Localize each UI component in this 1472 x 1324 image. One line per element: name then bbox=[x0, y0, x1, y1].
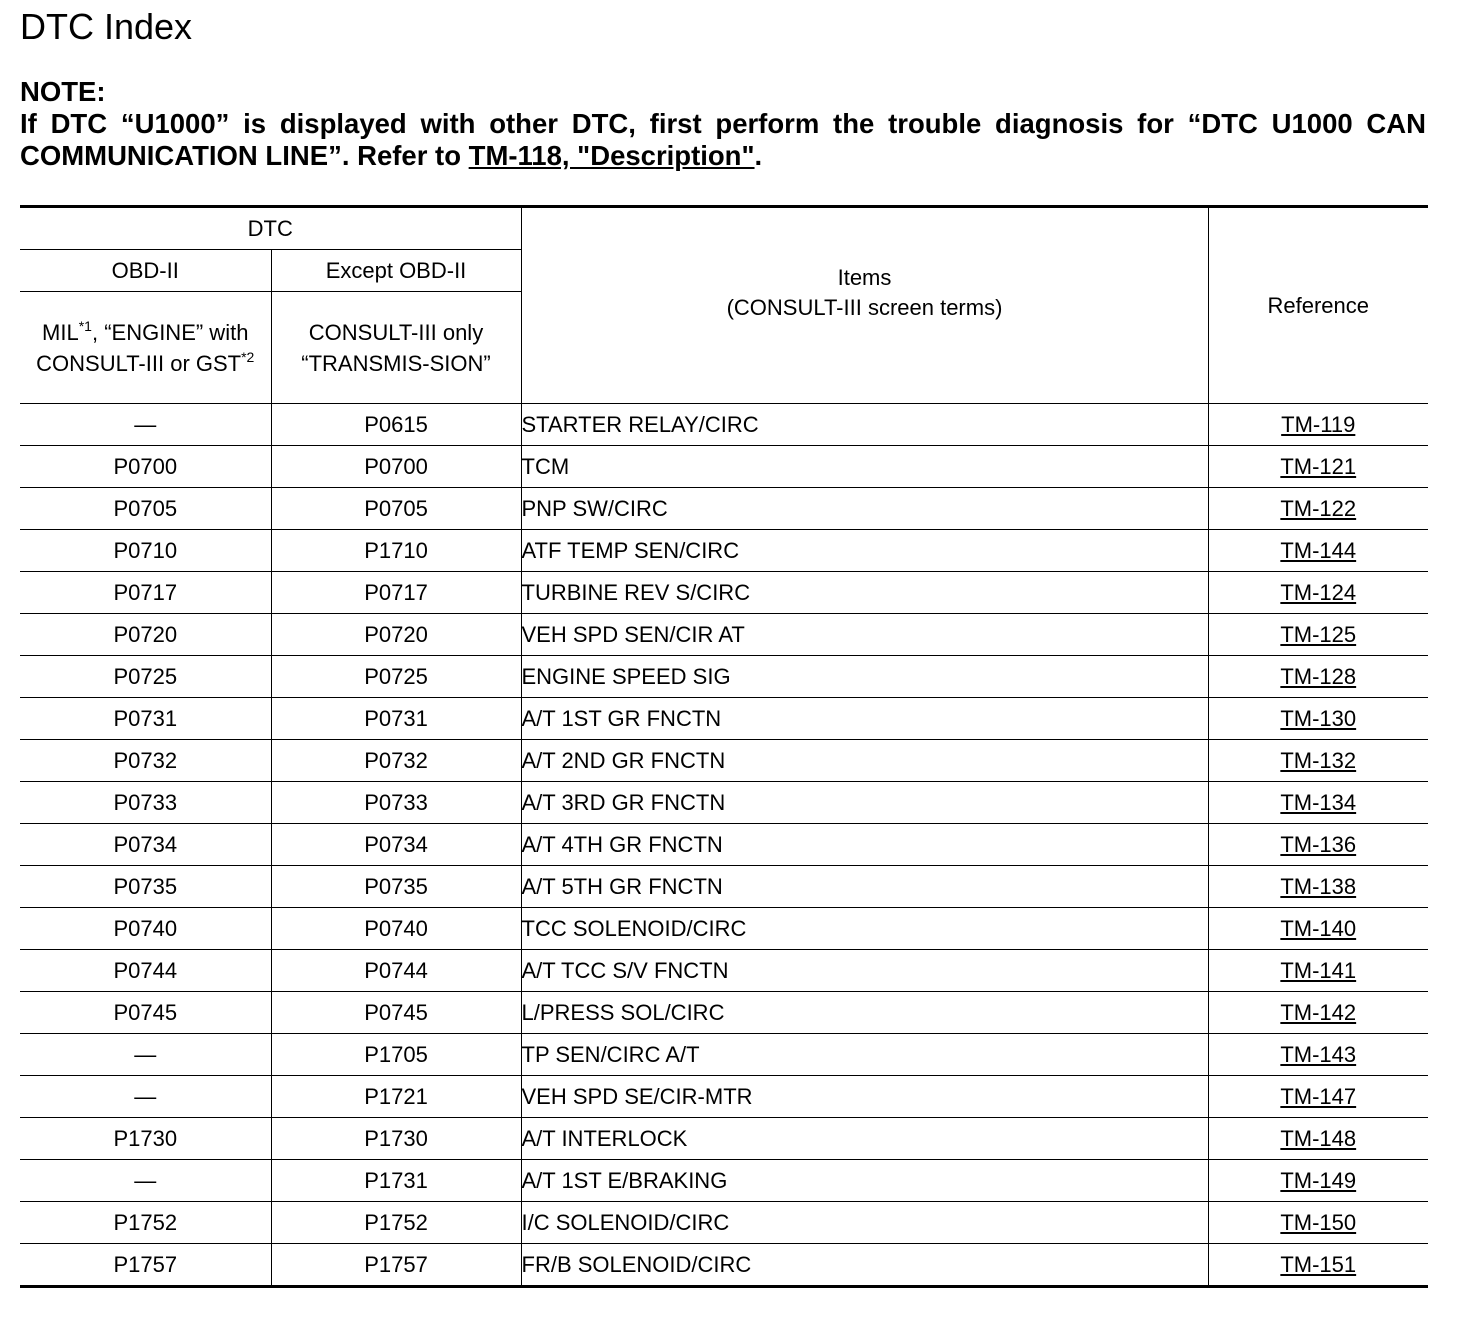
table-row bbox=[20, 404, 1428, 446]
reference-link[interactable]: TM-142 bbox=[1280, 999, 1357, 1025]
obd-code-cell: P0731 bbox=[20, 698, 271, 740]
reference-link[interactable]: TM-147 bbox=[1280, 1083, 1357, 1109]
reference-link[interactable]: TM-149 bbox=[1280, 1167, 1357, 1193]
items-header bbox=[521, 207, 1208, 404]
except-obd-code-cell: P1731 bbox=[271, 1160, 521, 1202]
item-cell: PNP SW/CIRC bbox=[521, 488, 1208, 530]
reference-header: Reference bbox=[1208, 207, 1428, 404]
reference-link[interactable]: TM-134 bbox=[1280, 789, 1357, 815]
table-row bbox=[20, 1118, 1428, 1160]
item-cell: VEH SPD SEN/CIR AT bbox=[521, 614, 1208, 656]
item-cell: ENGINE SPEED SIG bbox=[521, 656, 1208, 698]
description-link[interactable]: TM-118, "Description" bbox=[468, 140, 755, 171]
table-row bbox=[20, 614, 1428, 656]
dtc-table-body bbox=[20, 404, 1428, 1287]
table-row bbox=[20, 1244, 1428, 1287]
reference-link[interactable]: TM-119 bbox=[1281, 411, 1356, 437]
reference-link[interactable]: TM-128 bbox=[1280, 663, 1357, 689]
obd-code-cell: P1757 bbox=[20, 1244, 271, 1287]
item-cell: A/T 2ND GR FNCTN bbox=[521, 740, 1208, 782]
note-text-end: . bbox=[754, 140, 763, 171]
except-obd-header: Except OBD-II bbox=[271, 250, 521, 292]
except-obd-code-cell: P1721 bbox=[271, 1076, 521, 1118]
reference-link[interactable]: TM-122 bbox=[1280, 495, 1357, 521]
reference-cell bbox=[1208, 572, 1428, 614]
reference-link[interactable]: TM-141 bbox=[1280, 957, 1357, 983]
obd-header: OBD-II bbox=[20, 250, 271, 292]
obd-code-cell: P0740 bbox=[20, 908, 271, 950]
reference-cell bbox=[1208, 782, 1428, 824]
reference-link[interactable]: TM-151 bbox=[1280, 1251, 1357, 1277]
reference-cell bbox=[1208, 866, 1428, 908]
obd-code-cell: P0710 bbox=[20, 530, 271, 572]
item-cell: A/T 1ST GR FNCTN bbox=[521, 698, 1208, 740]
item-cell: VEH SPD SE/CIR-MTR bbox=[521, 1076, 1208, 1118]
except-obd-code-cell: P0725 bbox=[271, 656, 521, 698]
item-cell: TCC SOLENOID/CIRC bbox=[521, 908, 1208, 950]
mil-text-cont: , “ENGINE” with CONSULT-III or GST bbox=[36, 319, 249, 376]
item-cell: STARTER RELAY/CIRC bbox=[521, 404, 1208, 446]
reference-cell bbox=[1208, 488, 1428, 530]
page-title: DTC Index bbox=[20, 6, 193, 47]
except-obd-code-cell: P0717 bbox=[271, 572, 521, 614]
reference-link[interactable]: TM-150 bbox=[1280, 1209, 1357, 1235]
except-obd-code-cell: P0740 bbox=[271, 908, 521, 950]
obd-code-cell: — bbox=[20, 404, 271, 446]
item-cell: A/T TCC S/V FNCTN bbox=[521, 950, 1208, 992]
reference-link[interactable]: TM-121 bbox=[1280, 453, 1357, 479]
table-row bbox=[20, 782, 1428, 824]
except-obd-code-cell: P0735 bbox=[271, 866, 521, 908]
except-obd-code-cell: P0720 bbox=[271, 614, 521, 656]
except-obd-code-cell: P0700 bbox=[271, 446, 521, 488]
table-row bbox=[20, 992, 1428, 1034]
obd-code-cell: P1752 bbox=[20, 1202, 271, 1244]
reference-link[interactable]: TM-144 bbox=[1280, 537, 1357, 563]
table-row bbox=[20, 824, 1428, 866]
except-obd-code-cell: P0731 bbox=[271, 698, 521, 740]
dtc-header: DTC bbox=[20, 207, 521, 250]
except-obd-code-cell: P1730 bbox=[271, 1118, 521, 1160]
reference-link[interactable]: TM-143 bbox=[1280, 1041, 1357, 1067]
item-cell: I/C SOLENOID/CIRC bbox=[521, 1202, 1208, 1244]
reference-cell bbox=[1208, 1160, 1428, 1202]
except-obd-code-cell: P0745 bbox=[271, 992, 521, 1034]
obd-code-cell: P0733 bbox=[20, 782, 271, 824]
reference-link[interactable]: TM-125 bbox=[1280, 621, 1357, 647]
obd-code-cell: P0745 bbox=[20, 992, 271, 1034]
item-cell: TP SEN/CIRC A/T bbox=[521, 1034, 1208, 1076]
except-obd-code-cell: P1710 bbox=[271, 530, 521, 572]
reference-link[interactable]: TM-124 bbox=[1280, 579, 1357, 605]
obd-code-cell: P0700 bbox=[20, 446, 271, 488]
except-obd-code-cell: P1705 bbox=[271, 1034, 521, 1076]
note-label: NOTE: bbox=[20, 76, 106, 107]
item-cell: ATF TEMP SEN/CIRC bbox=[521, 530, 1208, 572]
except-obd-code-cell: P0744 bbox=[271, 950, 521, 992]
table-row bbox=[20, 530, 1428, 572]
reference-cell bbox=[1208, 908, 1428, 950]
except-obd-code-cell: P0732 bbox=[271, 740, 521, 782]
reference-link[interactable]: TM-140 bbox=[1280, 915, 1357, 941]
reference-cell bbox=[1208, 950, 1428, 992]
table-row bbox=[20, 572, 1428, 614]
reference-cell bbox=[1208, 1034, 1428, 1076]
obd-code-cell: — bbox=[20, 1160, 271, 1202]
note-block bbox=[20, 76, 1426, 172]
obd-code-cell: P1730 bbox=[20, 1118, 271, 1160]
table-row bbox=[20, 950, 1428, 992]
table-row bbox=[20, 908, 1428, 950]
consult-text: CONSULT-III only “TRANSMIS-SION” bbox=[301, 319, 491, 376]
reference-cell bbox=[1208, 530, 1428, 572]
reference-cell bbox=[1208, 1202, 1428, 1244]
footnote-1-marker: *1 bbox=[78, 317, 92, 334]
obd-code-cell: — bbox=[20, 1076, 271, 1118]
table-row bbox=[20, 1160, 1428, 1202]
table-row bbox=[20, 1202, 1428, 1244]
table-row bbox=[20, 866, 1428, 908]
mil-header bbox=[20, 292, 271, 404]
obd-code-cell: P0720 bbox=[20, 614, 271, 656]
item-cell: A/T 3RD GR FNCTN bbox=[521, 782, 1208, 824]
obd-code-cell: P0734 bbox=[20, 824, 271, 866]
obd-code-cell: P0705 bbox=[20, 488, 271, 530]
except-obd-code-cell: P0705 bbox=[271, 488, 521, 530]
table-row bbox=[20, 446, 1428, 488]
reference-link[interactable]: TM-148 bbox=[1280, 1125, 1357, 1151]
except-obd-code-cell: P0733 bbox=[271, 782, 521, 824]
item-cell: A/T 1ST E/BRAKING bbox=[521, 1160, 1208, 1202]
item-cell: TURBINE REV S/CIRC bbox=[521, 572, 1208, 614]
footnote-2-marker: *2 bbox=[241, 348, 255, 365]
reference-cell bbox=[1208, 656, 1428, 698]
item-cell: L/PRESS SOL/CIRC bbox=[521, 992, 1208, 1034]
table-row bbox=[20, 740, 1428, 782]
reference-link[interactable]: TM-132 bbox=[1280, 747, 1357, 773]
reference-cell bbox=[1208, 1076, 1428, 1118]
items-header-subtitle: (CONSULT-III screen terms) bbox=[726, 294, 1003, 320]
reference-link[interactable]: TM-138 bbox=[1280, 873, 1357, 899]
table-row bbox=[20, 1034, 1428, 1076]
reference-cell bbox=[1208, 404, 1428, 446]
item-cell: TCM bbox=[521, 446, 1208, 488]
table-row bbox=[20, 1076, 1428, 1118]
obd-code-cell: P0744 bbox=[20, 950, 271, 992]
reference-cell bbox=[1208, 992, 1428, 1034]
except-obd-code-cell: P1757 bbox=[271, 1244, 521, 1287]
except-obd-code-cell: P0734 bbox=[271, 824, 521, 866]
reference-cell bbox=[1208, 698, 1428, 740]
mil-text: MIL bbox=[42, 319, 79, 345]
table-row bbox=[20, 488, 1428, 530]
note-text: If DTC “U1000” is displayed with other DTC, first perform the trouble diagnosis for “DTC U1000 CAN COMMUNICATION LINE”. Refer to bbox=[20, 108, 1426, 171]
items-header-title: Items bbox=[837, 264, 892, 290]
dtc-index-table bbox=[20, 205, 1428, 1288]
reference-cell bbox=[1208, 740, 1428, 782]
item-cell: A/T 5TH GR FNCTN bbox=[521, 866, 1208, 908]
table-row bbox=[20, 698, 1428, 740]
obd-code-cell: P0735 bbox=[20, 866, 271, 908]
reference-cell bbox=[1208, 446, 1428, 488]
except-obd-code-cell: P0615 bbox=[271, 404, 521, 446]
reference-cell bbox=[1208, 824, 1428, 866]
item-cell: A/T 4TH GR FNCTN bbox=[521, 824, 1208, 866]
item-cell: A/T INTERLOCK bbox=[521, 1118, 1208, 1160]
obd-code-cell: P0725 bbox=[20, 656, 271, 698]
except-obd-code-cell: P1752 bbox=[271, 1202, 521, 1244]
reference-cell bbox=[1208, 1244, 1428, 1287]
reference-link[interactable]: TM-136 bbox=[1280, 831, 1357, 857]
reference-cell bbox=[1208, 1118, 1428, 1160]
obd-code-cell: — bbox=[20, 1034, 271, 1076]
obd-code-cell: P0717 bbox=[20, 572, 271, 614]
item-cell: FR/B SOLENOID/CIRC bbox=[521, 1244, 1208, 1287]
reference-link[interactable]: TM-130 bbox=[1280, 705, 1357, 731]
reference-cell bbox=[1208, 614, 1428, 656]
note-body bbox=[20, 108, 1426, 172]
consult-header bbox=[271, 292, 521, 404]
obd-code-cell: P0732 bbox=[20, 740, 271, 782]
table-row bbox=[20, 656, 1428, 698]
